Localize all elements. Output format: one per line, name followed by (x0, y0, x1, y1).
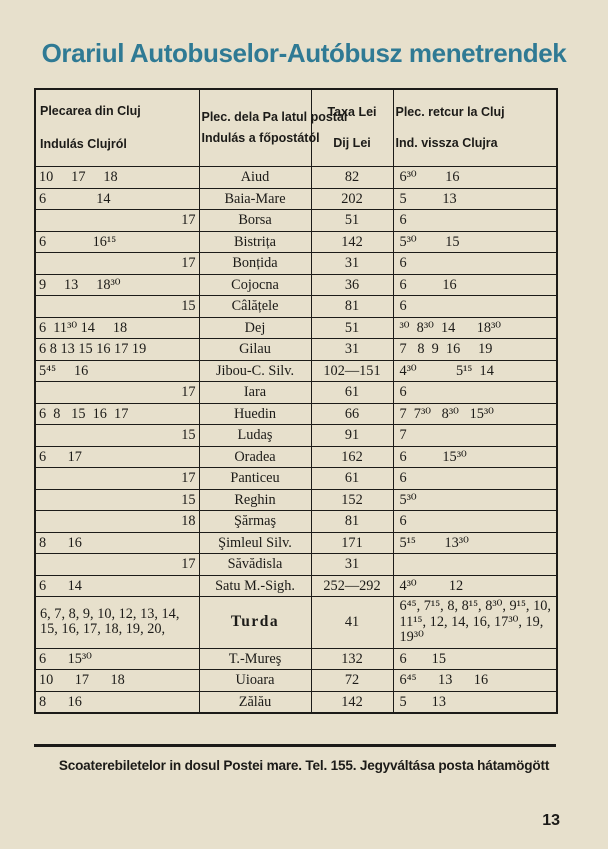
table-row (35, 511, 557, 533)
departure-times-cell: 17 (35, 382, 199, 404)
destination-cell: T.-Mureş (199, 648, 311, 670)
destination-cell: Panticeu (199, 468, 311, 490)
header-post (199, 89, 348, 167)
table-row (35, 670, 557, 692)
table-row (35, 317, 557, 339)
table-row (35, 648, 557, 670)
header-fare (311, 89, 393, 167)
fare-cell: 72 (311, 670, 393, 692)
fare-cell: 66 (311, 403, 393, 425)
destination-cell: Jibou-C. Silv. (199, 360, 311, 382)
return-times-cell: 6 (393, 210, 557, 232)
header-return-hu: Ind. vissza Clujra (395, 136, 498, 150)
departure-times-cell: 5⁴⁵ 16 (35, 360, 199, 382)
fare-cell: 171 (311, 532, 393, 554)
table-row (35, 468, 557, 490)
departure-times-cell: 6 8 15 16 17 (35, 403, 199, 425)
fare-cell: 132 (311, 648, 393, 670)
table-row (35, 403, 557, 425)
table-row (35, 167, 557, 189)
destination-cell: Şărmaş (199, 511, 311, 533)
fare-cell: 142 (311, 231, 393, 253)
header-post-ro: Plec. dela Pa latul postal (201, 110, 348, 124)
fare-cell: 81 (311, 511, 393, 533)
departure-times-cell: 15 (35, 489, 199, 511)
destination-cell: Turda (199, 597, 311, 649)
return-times-cell: 6³⁰ 16 (393, 167, 557, 189)
return-times-cell: 4³⁰ 12 (393, 575, 557, 597)
fare-cell: 162 (311, 446, 393, 468)
fare-cell: 82 (311, 167, 393, 189)
return-times-cell: 6⁴⁵, 7¹⁵, 8, 8¹⁵, 8³⁰, 9¹⁵, 10, 11¹⁵, 12, 14, 16, 17³⁰, 19, 19³⁰ (393, 597, 557, 649)
table-row (35, 425, 557, 447)
table-header-row (35, 89, 557, 167)
table-row (35, 597, 557, 649)
table-row (35, 446, 557, 468)
table-row (35, 274, 557, 296)
table-row (35, 532, 557, 554)
departure-times-cell: 10 17 18 (35, 167, 199, 189)
destination-cell: Dej (199, 317, 311, 339)
destination-cell: Aiud (199, 167, 311, 189)
return-times-cell: 6 15³⁰ (393, 446, 557, 468)
fare-cell: 81 (311, 296, 393, 318)
return-times-cell: 7 8 9 16 19 (393, 339, 557, 361)
table-row (35, 382, 557, 404)
table-row (35, 296, 557, 318)
destination-cell: Cojocna (199, 274, 311, 296)
return-times-cell: 5 13 (393, 691, 557, 713)
destination-cell: Uioara (199, 670, 311, 692)
return-times-cell: 5¹⁵ 13³⁰ (393, 532, 557, 554)
header-fare-hu: Dij Lei (333, 136, 371, 150)
table-row (35, 360, 557, 382)
page-title: Orariul Autobuselor-Autóbusz menetrendek (41, 38, 567, 68)
destination-cell: Borsa (199, 210, 311, 232)
return-times-cell: 7 (393, 425, 557, 447)
header-departure (35, 89, 199, 167)
bottom-divider (34, 744, 556, 747)
destination-cell: Ludaş (199, 425, 311, 447)
header-return-ro: Plec. retcur la Cluj (395, 105, 505, 119)
departure-times-cell: 6 11³⁰ 14 18 (35, 317, 199, 339)
ticket-office-note: Scoaterebiletelor in dosul Postei mare. Tel. 155. Jegyváltása posta hátamögött (58, 758, 550, 773)
departure-times-cell: 6 15³⁰ (35, 648, 199, 670)
header-fare-ro: Taxa Lei (327, 105, 377, 119)
timetable-body (35, 167, 557, 714)
return-times-cell: 6 15 (393, 648, 557, 670)
return-times-cell: 6 (393, 382, 557, 404)
departure-times-cell: 6 14 (35, 575, 199, 597)
destination-cell: Gilau (199, 339, 311, 361)
return-times-cell: 6 (393, 468, 557, 490)
departure-times-cell: 6 14 (35, 188, 199, 210)
fare-cell: 61 (311, 382, 393, 404)
departure-times-cell: 17 (35, 468, 199, 490)
header-departure-hu: Indulás Clujról (40, 137, 127, 151)
destination-cell: Satu M.-Sigh. (199, 575, 311, 597)
bus-timetable (34, 88, 558, 714)
table-row (35, 231, 557, 253)
return-times-cell: ³⁰ 8³⁰ 14 18³⁰ (393, 317, 557, 339)
destination-cell: Baia-Mare (199, 188, 311, 210)
departure-times-cell: 8 16 (35, 532, 199, 554)
departure-times-cell: 9 13 18³⁰ (35, 274, 199, 296)
destination-cell: Reghin (199, 489, 311, 511)
fare-cell: 31 (311, 253, 393, 275)
fare-cell: 31 (311, 554, 393, 576)
return-times-cell: 5³⁰ (393, 489, 557, 511)
departure-times-cell: 15 (35, 296, 199, 318)
fare-cell: 36 (311, 274, 393, 296)
page-number: 13 (542, 812, 560, 829)
return-times-cell: 4³⁰ 5¹⁵ 14 (393, 360, 557, 382)
departure-times-cell: 8 16 (35, 691, 199, 713)
destination-cell: Bonțida (199, 253, 311, 275)
table-row (35, 489, 557, 511)
destination-cell: Câlățele (199, 296, 311, 318)
header-return (393, 89, 557, 167)
fare-cell: 51 (311, 317, 393, 339)
departure-times-cell: 6, 7, 8, 9, 10, 12, 13, 14, 15, 16, 17, 18, 19, 20, (35, 597, 199, 649)
table-row (35, 210, 557, 232)
destination-cell: Săvădisla (199, 554, 311, 576)
return-times-cell: 5³⁰ 15 (393, 231, 557, 253)
fare-cell: 202 (311, 188, 393, 210)
departure-times-cell: 17 (35, 253, 199, 275)
table-row (35, 691, 557, 713)
departure-times-cell: 17 (35, 554, 199, 576)
fare-cell: 41 (311, 597, 393, 649)
destination-cell: Iara (199, 382, 311, 404)
table-row (35, 575, 557, 597)
return-times-cell: 6 (393, 511, 557, 533)
fare-cell: 142 (311, 691, 393, 713)
fare-cell: 252—292 (311, 575, 393, 597)
departure-times-cell: 17 (35, 210, 199, 232)
table-row (35, 188, 557, 210)
departure-times-cell: 10 17 18 (35, 670, 199, 692)
destination-cell: Huedin (199, 403, 311, 425)
fare-cell: 102—151 (311, 360, 393, 382)
fare-cell: 91 (311, 425, 393, 447)
return-times-cell: 6 (393, 296, 557, 318)
fare-cell: 31 (311, 339, 393, 361)
departure-times-cell: 6 17 (35, 446, 199, 468)
return-times-cell: 7 7³⁰ 8³⁰ 15³⁰ (393, 403, 557, 425)
fare-cell: 61 (311, 468, 393, 490)
header-departure-ro: Plecarea din Cluj (40, 104, 141, 118)
return-times-cell: 6 16 (393, 274, 557, 296)
departure-times-cell: 18 (35, 511, 199, 533)
fare-cell: 152 (311, 489, 393, 511)
destination-cell: Zălău (199, 691, 311, 713)
return-times-cell: 5 13 (393, 188, 557, 210)
return-times-cell: 6 (393, 253, 557, 275)
destination-cell: Bistrița (199, 231, 311, 253)
departure-times-cell: 15 (35, 425, 199, 447)
table-row (35, 554, 557, 576)
header-post-hu: Indulás a főpostától (201, 131, 320, 145)
fare-cell: 51 (311, 210, 393, 232)
return-times-cell: 6⁴⁵ 13 16 (393, 670, 557, 692)
destination-cell: Oradea (199, 446, 311, 468)
return-times-cell (393, 554, 557, 576)
destination-cell: Şimleul Silv. (199, 532, 311, 554)
table-row (35, 339, 557, 361)
departure-times-cell: 6 8 13 15 16 17 19 (35, 339, 199, 361)
table-row (35, 253, 557, 275)
departure-times-cell: 6 16¹⁵ (35, 231, 199, 253)
